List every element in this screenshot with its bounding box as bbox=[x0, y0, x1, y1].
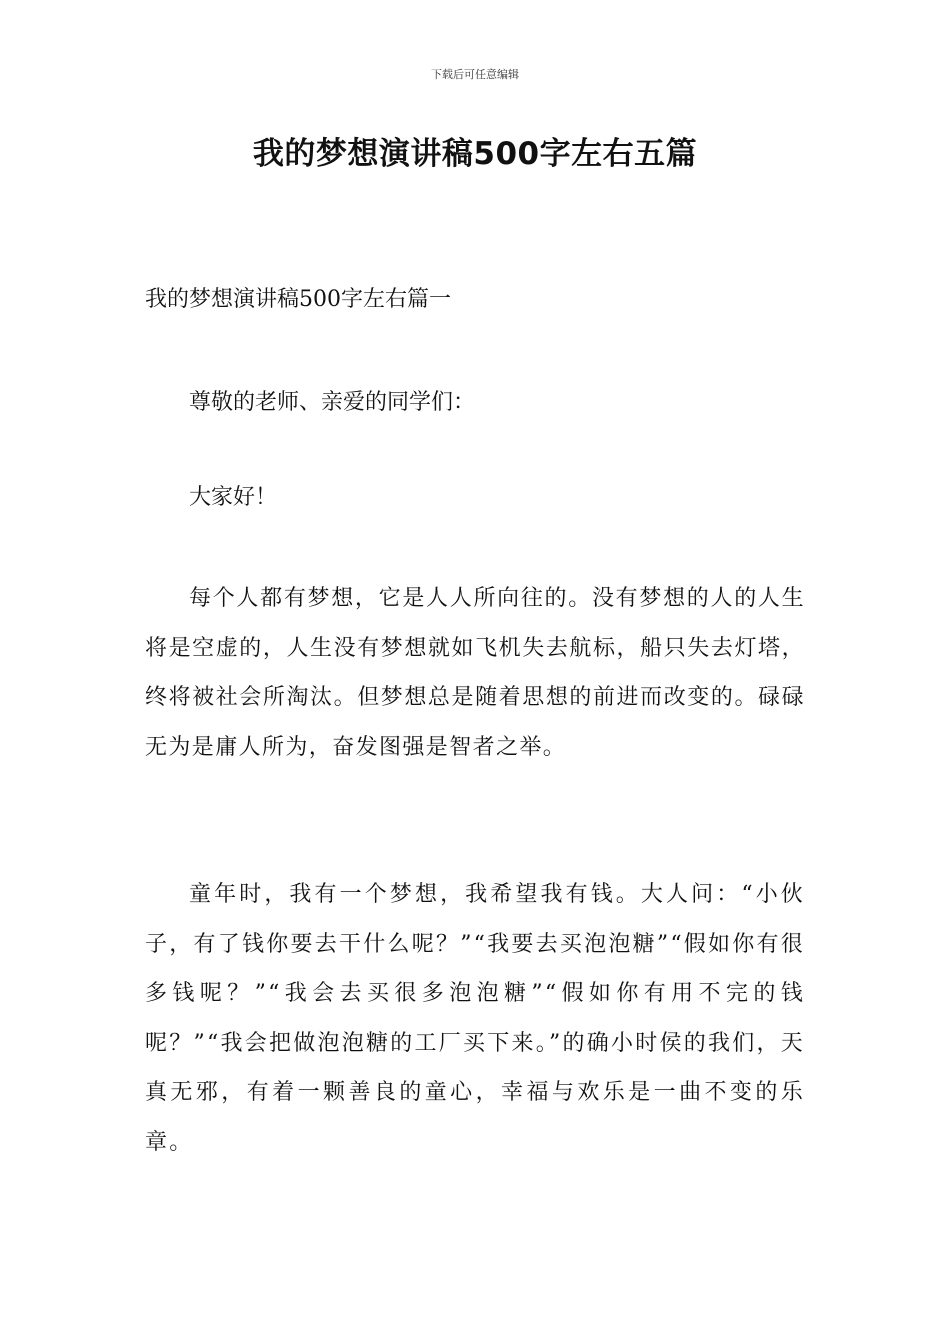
document-title: 我的梦想演讲稿500字左右五篇 bbox=[252, 136, 698, 172]
header-note: 下载后可任意编辑 bbox=[431, 68, 519, 81]
body-paragraph: 童年时，我有一个梦想，我希望我有钱。大人问：“小伙子，有了钱你要去干什么呢？”“我要去买泡泡糖”“假如你有很多钱呢？”“我会去买很多泡泡糖”“假如你有用不完的钱呢？”“我会把做泡泡糖的工厂买下来。”的确小时侯的我们，天真无邪，有着一颗善良的童心，幸福与欢乐是一曲不变的乐章。 bbox=[145, 882, 805, 1155]
salutation-paragraph: 尊敬的老师、亲爱的同学们： bbox=[189, 390, 476, 415]
greeting-paragraph: 大家好！ bbox=[189, 485, 278, 510]
section-title: 我的梦想演讲稿500字左右篇一 bbox=[145, 287, 451, 312]
body-paragraph: 每个人都有梦想，它是人人所向往的。没有梦想的人的人生将是空虚的，人生没有梦想就如飞机失去航标，船只失去灯塔，终将被社会所淘汰。但梦想总是随着思想的前进而改变的。碌碌无为是庸人所为，奋发图强是智者之举。 bbox=[145, 586, 805, 760]
